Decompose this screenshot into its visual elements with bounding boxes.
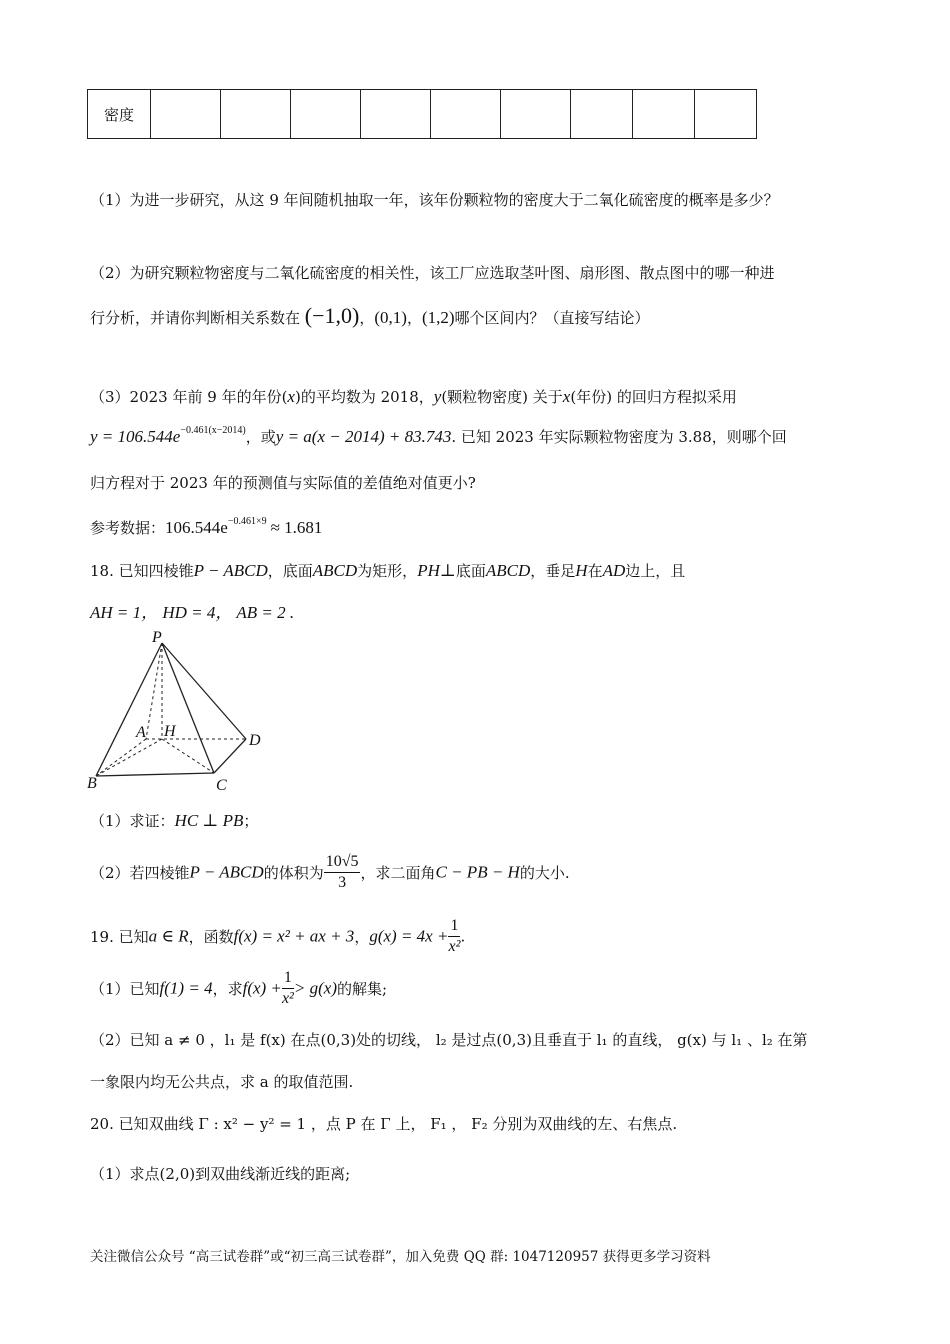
q20-line1: 20. 已知双曲线 Γ : x² − y² = 1 ，点 P 在 Γ 上， F₁ ， F₂ 分别为双曲线的左、右焦点. [90, 1115, 678, 1133]
volume-fraction: $\frac{10√5}{3}$ [325, 853, 359, 891]
fraction-1-over-x2: $\frac{1}{\text{x²}}$ [448, 917, 461, 955]
edge-PB [96, 643, 162, 776]
interval-1: (−1,0) [304, 303, 360, 328]
edge-PA [146, 643, 162, 739]
q18-part2: （2）若四棱锥P − ABCD的体积为 $\frac{10√5}{3}$ ，求二面角C − PB − H的大小. [90, 853, 570, 891]
table-cell [431, 90, 501, 139]
label-D: D [249, 732, 261, 749]
edge-PC [162, 643, 214, 773]
q17-part2-line1: （2）为研究颗粒物密度与二氧化硫密度的相关性，该工厂应选取茎叶图、扇形图、散点图中的哪一种进 [90, 264, 775, 282]
table-cell [695, 90, 757, 139]
q19-part2-line2: 一象限内均无公共点，求 a 的取值范围. [90, 1073, 354, 1091]
q20-part1: （1）求点(2,0)到双曲线渐近线的距离; [90, 1165, 351, 1183]
table-cell [361, 90, 431, 139]
edge-CD [214, 739, 246, 773]
q19-part1: （1）已知f(1) = 4，求f(x) + $\frac{1}{\text{x²}}$ > g(x)的解集; [90, 969, 388, 1007]
table-cell [151, 90, 221, 139]
label-A: A [136, 724, 146, 741]
q17-reference-data: 参考数据：$106.544e^{-0.461\times 9} \approx 1.681$ [90, 516, 323, 537]
q18-line1: 18. 已知四棱锥P − ABCD，底面ABCD为矩形，PH⊥底面ABCD，垂足H在AD边上，且 [90, 561, 686, 580]
edge-HC [162, 739, 214, 773]
interval-3: (1,2) [421, 308, 455, 327]
label-B: B [87, 775, 97, 792]
q18-line2: AH = 1， HD = 4， AB = 2 . [90, 603, 295, 622]
table-cell [571, 90, 633, 139]
fraction-1-over-x2: $\frac{1}{\text{x²}}$ [281, 969, 294, 1007]
q19-part2-line1: （2）已知 a ≠ 0 ，l₁ 是 f(x) 在点(0,3)处的切线， l₂ 是过点(0,3)且垂直于 l₁ 的直线， g(x) 与 l₁ 、l₂ 在第 [90, 1031, 808, 1049]
regression-eq-1: y = 106.544e [90, 427, 181, 446]
table-cell [291, 90, 361, 139]
table-row-label: 密度 [88, 90, 151, 139]
label-C: C [216, 777, 227, 794]
label-P: P [152, 629, 162, 646]
q17-part3-line2: $y = 106.544e^{-0.461(x-2014)}$，或y = a(x − 2014) + 83.743. 已知 2023 年实际颗粒物密度为 3.88，则哪个回 [90, 425, 787, 446]
q18-part1: （1）求证：HC ⊥ PB； [90, 811, 259, 830]
table-cell [633, 90, 695, 139]
table-row [88, 90, 757, 139]
regression-eq-2: y = a(x − 2014) + 83.743 [275, 427, 452, 446]
label-H: H [164, 723, 176, 740]
edge-AB [96, 739, 146, 776]
q17-part3-line1: （3）2023 年前 9 年的年份(x)的平均数为 2018，y(颗粒物密度) 关于x(年份) 的回归方程拟采用 [90, 387, 737, 406]
edge-BC [96, 773, 214, 776]
q17-part3-line3: 归方程对于 2023 年的预测值与实际值的差值绝对值更小? [90, 474, 476, 492]
pyramid-figure [84, 628, 274, 798]
page-footer: 关注微信公众号 “高三试卷群”或“初三高三试卷群”，加入免费 QQ 群: 1047120957 获得更多学习资料 [90, 1249, 711, 1265]
q17-part1: （1）为进一步研究，从这 9 年间随机抽取一年，该年份颗粒物的密度大于二氧化硫密度的概率是多少？ [90, 191, 779, 209]
table-cell [501, 90, 571, 139]
interval-2: (0,1) [374, 308, 407, 327]
table-cell [221, 90, 291, 139]
density-table [87, 89, 757, 139]
q17-part2-line2: 行分析，并请你判断相关系数在 (−1,0)，(0,1)，(1,2)哪个区间内？（直接写结论） [90, 303, 650, 328]
q19-line1: 19. 已知a ∈ R，函数f(x) = x² + ax + 3，g(x) = 4x + $\frac{1}{\text{x²}}$ . [90, 917, 466, 955]
